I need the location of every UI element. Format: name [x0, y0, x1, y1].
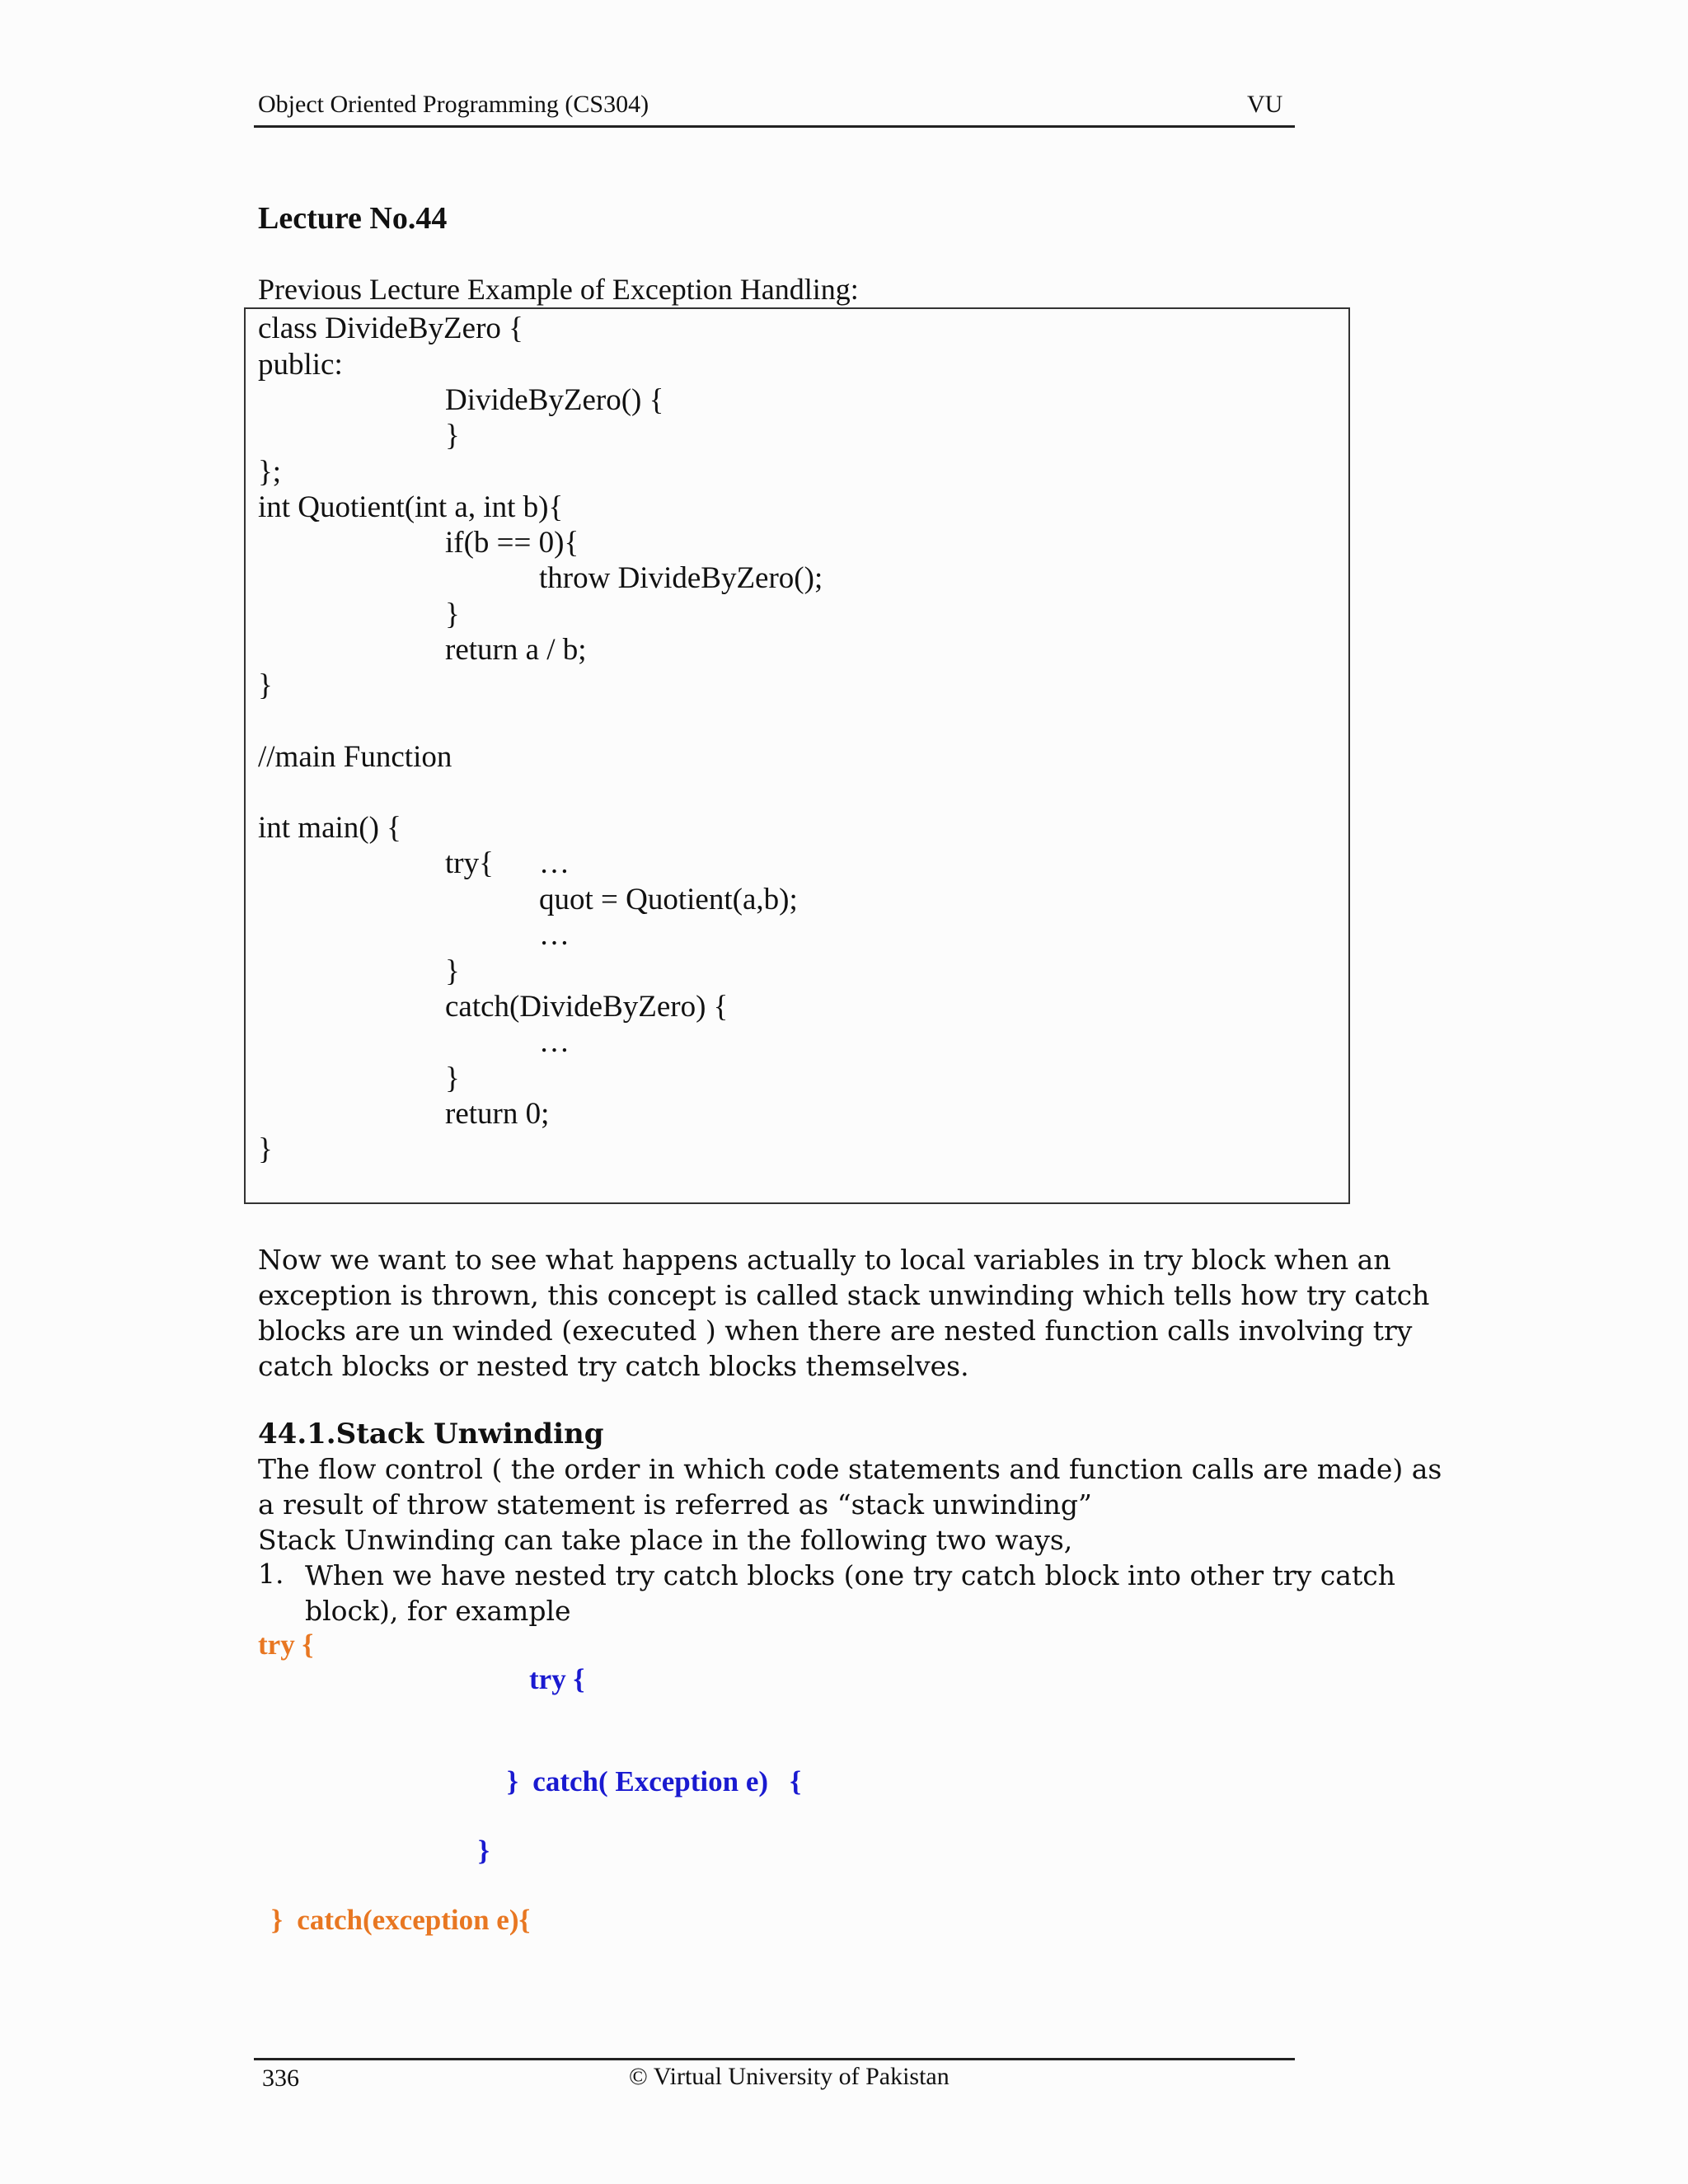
code-line: } [445, 954, 460, 988]
code-line: } [258, 668, 273, 702]
inner-catch: } catch( Exception e) { [507, 1765, 802, 1797]
section-heading: 44.1.Stack Unwinding [258, 1418, 604, 1451]
list-item-line: block), for example [305, 1595, 571, 1627]
code-line: int Quotient(int a, int b){ [258, 490, 564, 524]
paragraph-line: catch blocks or nested try catch blocks themselves. [258, 1350, 969, 1382]
code-line: catch(DivideByZero) { [445, 990, 729, 1024]
paragraph-line: blocks are un winded (executed ) when there are nested function calls involving try [258, 1315, 1413, 1347]
paragraph-line: The flow control ( the order in which code statements and function calls are made) as [258, 1453, 1442, 1485]
copyright-notice: © Virtual University of Pakistan [629, 2063, 950, 2090]
code-line: quot = Quotient(a,b); [539, 883, 798, 916]
page-number: 336 [262, 2064, 299, 2092]
outer-try: try { [258, 1629, 314, 1661]
code-line: throw DivideByZero(); [539, 561, 823, 595]
outer-catch: } catch(exception e){ [271, 1904, 531, 1936]
paragraph-line: Now we want to see what happens actually to local variables in try block when an [258, 1244, 1391, 1276]
inner-try: try { [529, 1663, 585, 1695]
paragraph-line: Stack Unwinding can take place in the following two ways, [258, 1524, 1073, 1556]
code-line: public: [258, 348, 343, 382]
code-line: class DivideByZero { [258, 312, 523, 345]
code-line: } [445, 1062, 460, 1095]
code-line: … [539, 1025, 570, 1059]
lecture-title: Lecture No.44 [258, 201, 448, 236]
footer-rule [254, 2058, 1295, 2060]
header-rule [254, 125, 1295, 128]
header-institution: VU [1247, 91, 1283, 118]
header-course-title: Object Oriented Programming (CS304) [258, 91, 649, 118]
code-line: int main() { [258, 811, 401, 845]
code-line: … [539, 918, 570, 952]
inner-close: } [478, 1835, 490, 1867]
code-line: if(b == 0){ [445, 526, 579, 560]
code-line: DivideByZero() { [445, 383, 664, 417]
code-line: return a / b; [445, 633, 587, 667]
code-line: … [539, 846, 570, 880]
paragraph-line: a result of throw statement is referred as “stack unwinding” [258, 1488, 1092, 1521]
code-comment: //main Function [258, 740, 452, 774]
paragraph-line: exception is thrown, this concept is called stack unwinding which tells how try catch [258, 1279, 1430, 1311]
list-item-line: When we have nested try catch blocks (one try catch block into other try catch [305, 1559, 1395, 1591]
code-line: }; [258, 455, 282, 489]
code-line: } [258, 1132, 273, 1166]
code-line: try{ [445, 846, 494, 880]
intro-label: Previous Lecture Example of Exception Handling: [258, 273, 859, 306]
list-number: 1. [258, 1558, 284, 1590]
code-line: } [445, 419, 460, 452]
code-line: return 0; [445, 1097, 550, 1131]
code-line: } [445, 598, 460, 631]
